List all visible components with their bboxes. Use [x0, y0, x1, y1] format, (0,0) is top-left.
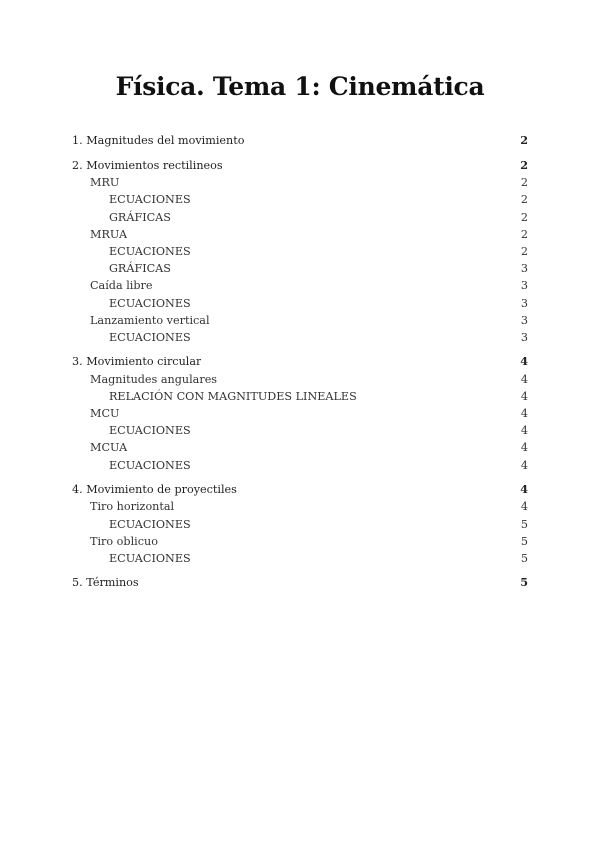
- toc-entry-label: Lanzamiento vertical: [90, 313, 210, 327]
- toc-subsubsection-entry[interactable]: [72, 388, 528, 405]
- toc-page-number: 5: [520, 551, 528, 565]
- toc-entry-label: ECUACIONES: [109, 296, 191, 310]
- toc-subsection-entry[interactable]: [72, 174, 528, 191]
- toc-entry-label: MRUA: [90, 227, 128, 241]
- toc-entry-label: ECUACIONES: [109, 517, 191, 531]
- toc-entry-label: 4. Movimiento de proyectiles: [72, 482, 237, 496]
- toc-page-number: 4: [520, 458, 528, 472]
- toc-subsubsection-entry[interactable]: [72, 422, 528, 439]
- toc-entry-label: Tiro horizontal: [90, 500, 175, 514]
- toc-entry-label: ECUACIONES: [109, 424, 191, 438]
- toc-page-number: 4: [520, 407, 528, 421]
- toc-subsubsection-entry[interactable]: [72, 550, 528, 567]
- toc-entry-label: ECUACIONES: [109, 458, 191, 472]
- toc-entry-label: GRÁFICAS: [109, 210, 171, 224]
- toc-page-number: 2: [520, 244, 528, 258]
- toc-page-number: 4: [520, 500, 528, 514]
- toc-entry-label: MRU: [90, 176, 120, 190]
- toc-page-number: 4: [520, 481, 528, 496]
- toc-entry-label: MCUA: [90, 441, 128, 455]
- toc-page-number: 2: [520, 133, 528, 147]
- toc-subsection-entry[interactable]: [72, 371, 528, 388]
- toc-page-number: 3: [520, 330, 528, 344]
- toc-subsubsection-entry[interactable]: [72, 457, 528, 474]
- toc-entry-label: 2. Movimientos rectilineos: [72, 158, 223, 172]
- toc-page-number: 5: [520, 517, 528, 531]
- toc-subsection-entry[interactable]: [72, 277, 528, 294]
- toc-page-number: 4: [520, 441, 528, 455]
- toc-section: [72, 157, 528, 346]
- toc-page-number: 4: [520, 372, 528, 386]
- toc-subsubsection-entry[interactable]: [72, 329, 528, 346]
- toc-entry-label: GRÁFICAS: [109, 262, 171, 276]
- toc-section: [72, 353, 528, 474]
- toc-subsubsection-entry[interactable]: [72, 209, 528, 226]
- toc-entry-label: Caída libre: [90, 279, 153, 293]
- toc-page-number: 5: [520, 575, 528, 590]
- toc-page-number: 4: [520, 389, 528, 403]
- toc-section-entry[interactable]: [72, 157, 528, 175]
- toc-page-number: 4: [520, 354, 528, 369]
- toc-section-entry[interactable]: [72, 481, 528, 499]
- toc-subsubsection-entry[interactable]: [72, 243, 528, 260]
- toc-page-number: 5: [520, 534, 528, 548]
- toc-page-number: 3: [520, 313, 528, 327]
- toc-subsection-entry[interactable]: [72, 312, 528, 329]
- toc-subsubsection-entry[interactable]: [72, 516, 528, 533]
- toc-page-number: 2: [520, 176, 528, 190]
- toc-subsection-entry[interactable]: [72, 226, 528, 243]
- toc-section-entry[interactable]: [72, 132, 528, 150]
- toc-page-number: 3: [520, 279, 528, 293]
- toc-page-number: 3: [520, 296, 528, 310]
- toc-entry-label: ECUACIONES: [109, 193, 191, 207]
- toc-subsection-entry[interactable]: [72, 439, 528, 456]
- toc-page-number: 2: [520, 227, 528, 241]
- toc-page-number: 3: [520, 262, 528, 276]
- toc-entry-label: 1. Magnitudes del movimiento: [72, 134, 245, 147]
- toc-subsection-entry[interactable]: [72, 533, 528, 550]
- toc-entry-label: Magnitudes angulares: [90, 372, 218, 386]
- page-title: Física. Tema 1: Cinemática: [115, 72, 485, 101]
- toc-subsubsection-entry[interactable]: [72, 260, 528, 277]
- toc-subsection-entry[interactable]: [72, 405, 528, 422]
- toc-page-number: 2: [520, 193, 528, 207]
- toc-subsection-entry[interactable]: [72, 498, 528, 515]
- table-of-contents: [72, 132, 528, 599]
- toc-entry-label: ECUACIONES: [109, 244, 191, 258]
- toc-entry-label: 3. Movimiento circular: [72, 355, 202, 369]
- toc-section: [72, 574, 528, 592]
- toc-section-entry[interactable]: [72, 574, 528, 592]
- toc-entry-label: RELACIÓN CON MAGNITUDES LINEALES: [109, 389, 357, 403]
- toc-section-entry[interactable]: [72, 353, 528, 371]
- toc-subsubsection-entry[interactable]: [72, 191, 528, 208]
- toc-entry-label: ECUACIONES: [109, 330, 191, 344]
- toc-subsubsection-entry[interactable]: [72, 295, 528, 312]
- toc-page-number: 2: [520, 210, 528, 224]
- toc-page-number: 4: [520, 424, 528, 438]
- toc-entry-label: ECUACIONES: [109, 551, 191, 565]
- toc-section: [72, 481, 528, 567]
- toc-page-number: 2: [520, 157, 528, 172]
- toc-section: [72, 132, 528, 150]
- toc-entry-label: MCU: [90, 407, 120, 421]
- toc-entry-label: 5. Términos: [72, 576, 139, 590]
- toc-entry-label: Tiro oblicuo: [90, 534, 158, 548]
